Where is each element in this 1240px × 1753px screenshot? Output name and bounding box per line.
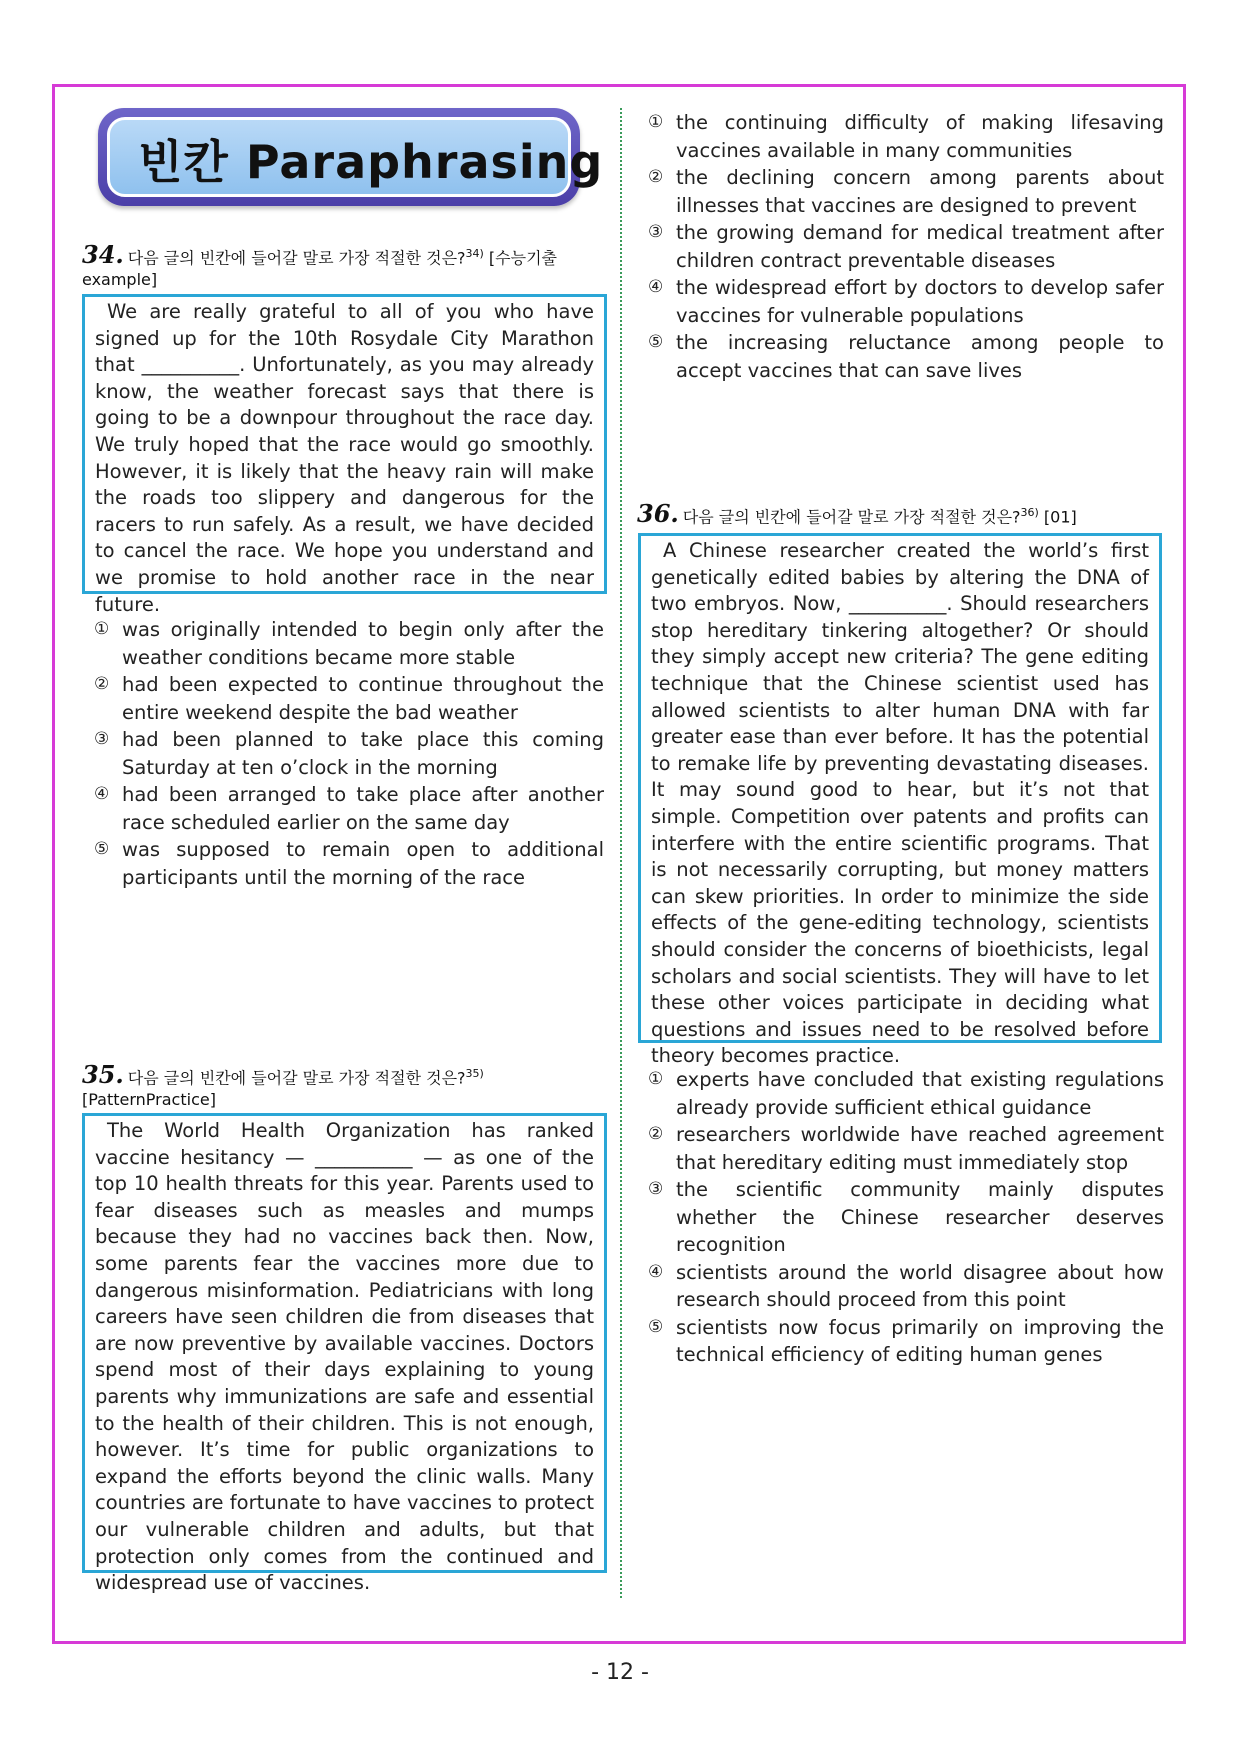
choice-text: had been expected to continue throughout the entire weekend despite the bad weather [122, 673, 604, 724]
page-number: - 12 - [591, 1660, 649, 1685]
choice-item[interactable] [648, 1314, 1164, 1369]
choice-item[interactable] [648, 1066, 1164, 1121]
choice-item[interactable] [94, 616, 604, 671]
choice-text: the continuing difficulty of making lifesaving vaccines available in many communities [676, 111, 1164, 162]
choice-item[interactable] [648, 274, 1164, 329]
choice-number: ⑤ [648, 332, 664, 352]
choice-item[interactable] [94, 726, 604, 781]
q35-passage-box [82, 1113, 607, 1595]
q35-header [82, 1060, 612, 1111]
q34-choices [94, 616, 604, 891]
choice-text: was originally intended to begin only after the weather conditions became more stable [122, 618, 604, 669]
choice-text: the growing demand for medical treatment after children contract preventable diseases [676, 221, 1164, 272]
q34-number: 34. [82, 240, 124, 270]
q35-number: 35. [82, 1060, 124, 1090]
choice-item[interactable] [648, 1259, 1164, 1314]
banner-inner [107, 117, 604, 197]
choice-number: ④ [648, 277, 664, 297]
q35-footnote: 35) [465, 1067, 484, 1080]
q36-number: 36. [637, 499, 679, 529]
q34-prompt: 다음 글의 빈칸에 들어갈 말로 가장 적절한 것은? [127, 248, 466, 268]
choice-number: ③ [648, 1179, 664, 1199]
choice-item[interactable] [648, 1176, 1164, 1259]
banner-title: 빈칸 Paraphrasing [138, 135, 604, 189]
q36-choices [648, 1066, 1164, 1369]
q36-passage: A Chinese researcher created the world’s first genetically edited babies by altering the DNA of two embryos. Now, __________. Should researchers stop hereditary tinkering altogether? Or should they simply accept new criteria? The gene editing technique that the Chinese scientist used has allowed scientists to alter human DNA with far greater ease than ever before. It has the potential to remake life by preventing devastating diseases. It may sound good to hear, but it’s not that simple. Competition over patents and profits can interfere with the entire scientific programs. That is not necessarily corrupting, but money matters can skew priorities. In order to minimize the side effects of the gene-editing technology, scientists should consider the concerns of bioethicists, legal scholars and social scientists. They will have to let these other voices participate in deciding what questions and issues need to be resolved before theory becomes practice. [651, 539, 1149, 1068]
q36-passage-box [638, 533, 1162, 1068]
choice-text: researchers worldwide have reached agreement that hereditary editing must immediately stop [676, 1123, 1164, 1174]
choice-text: was supposed to remain open to additional participants until the morning of the race [122, 838, 604, 889]
choice-number: ⑤ [648, 1316, 664, 1337]
choice-text: the widespread effort by doctors to develop safer vaccines for vulnerable populations [676, 276, 1164, 327]
choice-number: ④ [648, 1261, 664, 1282]
choice-item[interactable] [648, 1121, 1164, 1176]
choice-number: ① [94, 619, 110, 639]
choice-number: ④ [94, 784, 110, 804]
choice-text: the declining concern among parents about illnesses that vaccines are designed to prevent [676, 166, 1164, 217]
q35-passage: The World Health Organization has ranked vaccine hesitancy — __________ — as one of the top 10 health threats for this year. Parents used to fear diseases such as measles and mumps because they had no vaccines back then. Now, some parents fear the vaccines more due to dangerous misinformation. Pediatricians with long careers have seen children die from diseases that are now preventive by available vaccines. Doctors spend most of their days explaining to young parents why immunizations are safe and essential to the health of their children. This is not enough, however. It’s time for public organizations to expand the efforts beyond the clinic walls. Many countries are fortunate to have vaccines to protect our vulnerable children and adults, but that protection only comes from the continued and widespread use of vaccines. [95, 1119, 594, 1595]
q35-source: [PatternPractice] [82, 1090, 216, 1110]
q36-source: [01] [1043, 507, 1077, 527]
q34-footnote: 34) [465, 247, 484, 260]
choice-text: scientists now focus primarily on improving the technical efficiency of editing human genes [676, 1315, 1164, 1366]
column-divider [620, 108, 622, 1598]
choice-text: had been planned to take place this coming Saturday at ten o’clock in the morning [122, 728, 604, 779]
choice-number: ③ [648, 222, 664, 242]
choice-item[interactable] [94, 836, 604, 891]
choice-number: ① [648, 1069, 664, 1089]
choice-text: scientists around the world disagree about how research should proceed from this point [676, 1260, 1164, 1311]
choice-number: ① [648, 112, 664, 132]
q34-source: [수능기출 example] [82, 248, 557, 290]
choice-item[interactable] [648, 164, 1164, 219]
q34-passage: We are really grateful to all of you who have signed up for the 10th Rosydale City Marathon that __________. Unfortunately, as you may already know, the weather forecast says that there is going to be a downpour throughout the race day. We truly hoped that the race would go smoothly. However, it is likely that the heavy rain will make the roads too slippery and dangerous for the racers to run safely. As a result, we have decided to cancel the race. We hope you understand and we promise to hold another race in the near future. [95, 300, 594, 616]
choice-item[interactable] [94, 671, 604, 726]
choice-item[interactable] [648, 219, 1164, 274]
choice-number: ② [648, 167, 664, 187]
choice-number: ② [94, 674, 110, 694]
choice-text: the scientific community mainly disputes whether the Chinese researcher deserves recognition [676, 1178, 1164, 1256]
q34-passage-box [82, 294, 607, 616]
choice-item[interactable] [648, 329, 1164, 384]
choice-item[interactable] [648, 109, 1164, 164]
choice-text: had been arranged to take place after another race scheduled earlier on the same day [122, 783, 604, 834]
q35-choices [648, 109, 1164, 384]
choice-number: ② [648, 1124, 664, 1144]
q34-header [82, 240, 612, 291]
q36-header [637, 499, 1177, 529]
q36-prompt: 다음 글의 빈칸에 들어갈 말로 가장 적절한 것은? [682, 507, 1021, 527]
choice-item[interactable] [94, 781, 604, 836]
q36-footnote: 36) [1020, 506, 1039, 519]
choice-number: ⑤ [94, 839, 110, 859]
q35-prompt: 다음 글의 빈칸에 들어갈 말로 가장 적절한 것은? [127, 1068, 466, 1088]
section-banner [98, 108, 604, 206]
choice-text: the increasing reluctance among people to accept vaccines that can save lives [676, 331, 1164, 382]
choice-number: ③ [94, 729, 110, 749]
choice-text: experts have concluded that existing regulations already provide sufficient ethical guidance [676, 1068, 1164, 1119]
